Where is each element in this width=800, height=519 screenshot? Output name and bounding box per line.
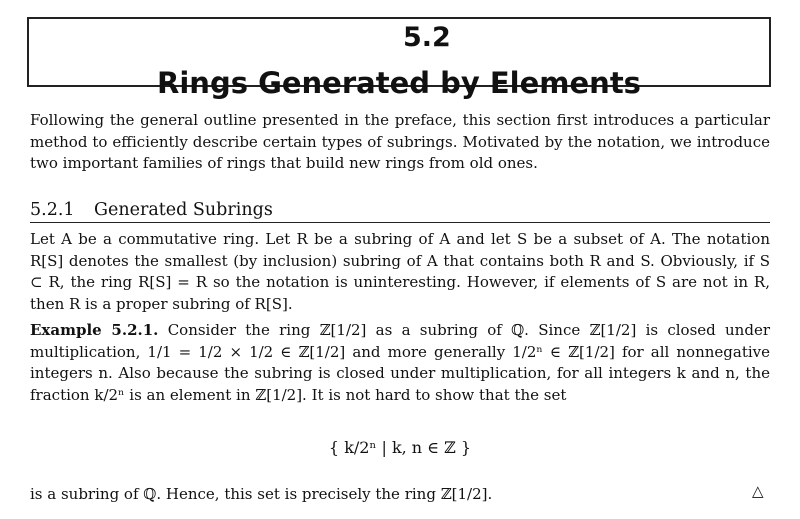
- definition-paragraph: Let A be a commutative ring. Let R be a subring of A and let S be a subset of A. The notation R[S] denotes the smallest (by inclusion) subring of A that contains both R and S. Obviously, if S ⊂ R, the ring R[S] = R so the notation is uninteresting. However, if elements of S are not in R, then R is a proper subring of R[S].: [30, 230, 770, 313]
- end-of-example-triangle-icon: △: [752, 482, 764, 500]
- subsection-title: Generated Subrings: [94, 200, 273, 220]
- example-label: Example 5.2.1.: [30, 321, 159, 339]
- example-conclusion: is a subring of ℚ. Hence, this set is precisely the ring ℤ[1/2].: [30, 485, 493, 503]
- example-text: Consider the ring ℤ[1/2] as a subring of ℚ. Since ℤ[1/2] is closed under multiplication, 1/1 = 1/2 × 1/2 ∈ ℤ[1/2] and more generally 1/2ⁿ ∈ ℤ[1/2] for all nonnegative integers n. Also because the subring is closed under multiplication, for all integers k and n, the fraction k/2ⁿ is an element in ℤ[1/2]. It is not hard to show that the set: [30, 321, 770, 404]
- section-number: 5.2: [397, 23, 457, 53]
- section-title: Rings Generated by Elements: [157, 66, 641, 100]
- subsection-heading: [30, 198, 770, 223]
- example-paragraph: [30, 320, 770, 406]
- display-equation: { k/2ⁿ | k, n ∈ ℤ }: [328, 438, 472, 457]
- subsection-number: 5.2.1: [30, 200, 75, 220]
- chapter-header-box: [27, 17, 771, 100]
- intro-paragraph: Following the general outline presented in the preface, this section first introduces a particular method to efficiently describe certain types of subrings. Motivated by the notation, we introduce two important families of rings that build new rings from old ones.: [30, 111, 770, 172]
